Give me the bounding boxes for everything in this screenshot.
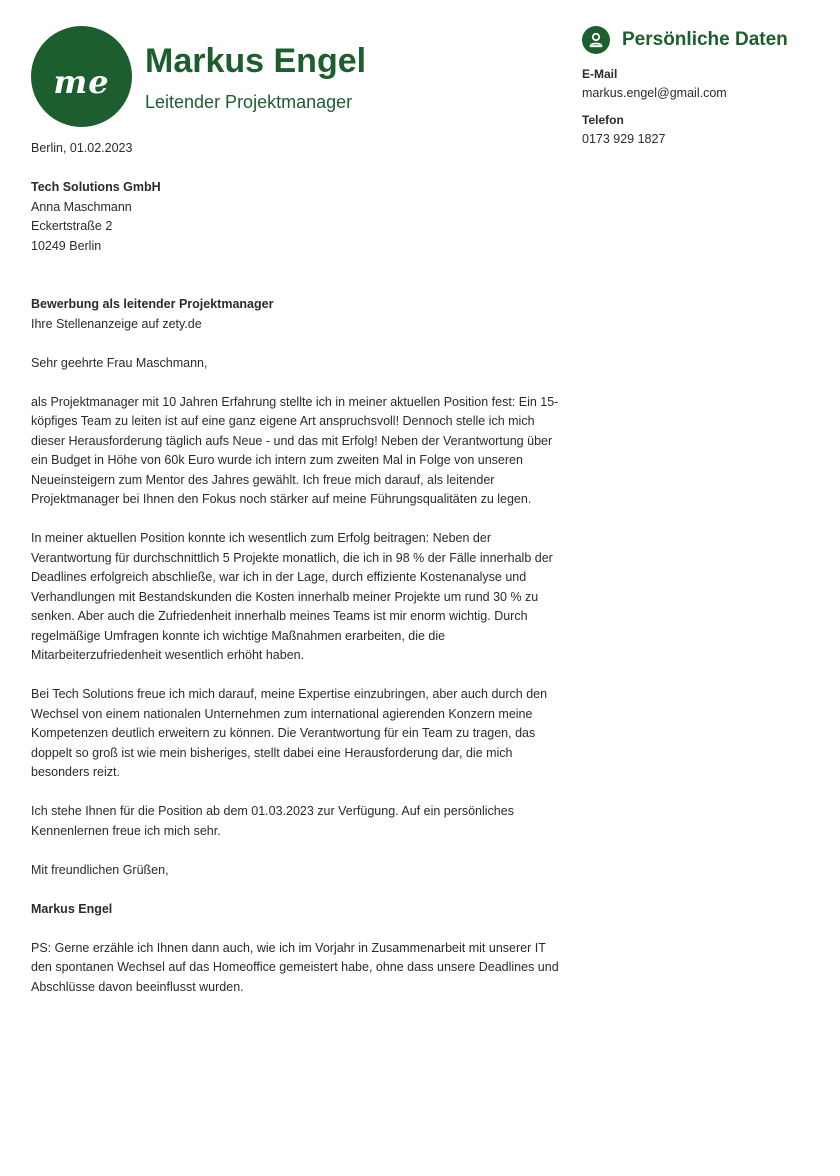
personal-data-section — [582, 26, 822, 146]
phone-label: Telefon — [582, 113, 624, 127]
letter-reference: Ihre Stellenanzeige auf zety.de — [31, 316, 202, 331]
letter-salutation: Sehr geehrte Frau Maschmann, — [31, 355, 208, 370]
letter-body — [31, 139, 566, 997]
personal-data-header — [582, 26, 822, 54]
letter-postscript: PS: Gerne erzähle ich Ihnen dann auch, wie ich im Vorjahr in Zusammenarbeit mit unserer IT den spontanen Wechsel auf das Homeoffice gemeistert habe, ohne dass unsere Deadlines und Abschlüsse davon beeinflusst wurden. — [31, 940, 559, 994]
letter-paragraph: als Projektmanager mit 10 Jahren Erfahrung stellte ich in meiner aktuellen Position fest: Ein 15-köpfiges Team zu leiten ist auf eine ganz eigene Art anspruchsvoll! Dennoch stelle ich mich dieser Herausforderung täglich aufs Neue - und das mit Erfolg! Neben der Verantwortung über ein Budget in Höhe von 60k Euro wurde ich intern zum zweiten Mal in Folge von unseren Neueinsteigern zum Mentor des Jahres gewählt. Ich freue mich darauf, als leitender Projektmanager bei Ihnen den Fokus noch stärker auf meine Führungsqualitäten zu legen. — [31, 394, 559, 506]
email-label: E-Mail — [582, 67, 618, 81]
recipient-street: Eckertstraße 2 — [31, 219, 113, 233]
letter-subject: Bewerbung als leitender Projektmanager — [31, 297, 274, 311]
letter-closing: Mit freundlichen Grüßen, — [31, 862, 169, 877]
email-value: markus.engel@gmail.com — [582, 86, 727, 100]
letter-paragraph: Bei Tech Solutions freue ich mich darauf, meine Expertise einzubringen, aber auch durch den Wechsel von einem nationalen Unternehmen zum international agierenden Konzern meine Kompetenzen deutlich erweitern zu können. Die Verantwortung für ein Team zu tragen, das doppelt so groß ist wie mein bisheriges, stellt dabei eine Herausforderung dar, die mich besonders reizt. — [31, 687, 548, 779]
letter-paragraph: In meiner aktuellen Position konnte ich wesentlich zum Erfolg beitragen: Neben der Verantwortung für durchschnittlich 5 Projekte monatlich, die ich in 98 % der Fälle innerhalb der Deadlines erfolgreich abschließe, war ich in der Lage, durch effiziente Kostenanalyse und Verhandlungen mit Bestandskunden die Kosten innerhalb meiner Projekte um rund 30 % zu senken. Aber auch die Zufriedenheit innerhalb meines Teams ist mir enorm wichtig. Durch regelmäßige Umfragen konnte ich wichtige Maßnahmen erarbeiten, die die Mitarbeiterzufriedenheit wesentlich erhöht haben. — [31, 531, 553, 662]
applicant-name: Markus Engel — [145, 42, 367, 80]
personal-data-title: Persönliche Daten — [622, 29, 788, 50]
phone-value: 0173 929 1827 — [582, 132, 666, 146]
monogram-logo — [31, 26, 132, 127]
letter-paragraph: Ich stehe Ihnen für die Position ab dem 01.03.2023 zur Verfügung. Auf ein persönliches Kennenlernen freue ich mich sehr. — [31, 804, 514, 838]
recipient-company: Tech Solutions GmbH — [31, 180, 161, 194]
recipient-person: Anna Maschmann — [31, 199, 132, 214]
applicant-job-title: Leitender Projektmanager — [145, 92, 353, 112]
recipient-city: 10249 Berlin — [31, 238, 102, 253]
letter-date: Berlin, 01.02.2023 — [31, 141, 133, 155]
person-icon — [582, 26, 610, 54]
logo-text: me — [53, 62, 110, 101]
letter-signature: Markus Engel — [31, 901, 113, 916]
